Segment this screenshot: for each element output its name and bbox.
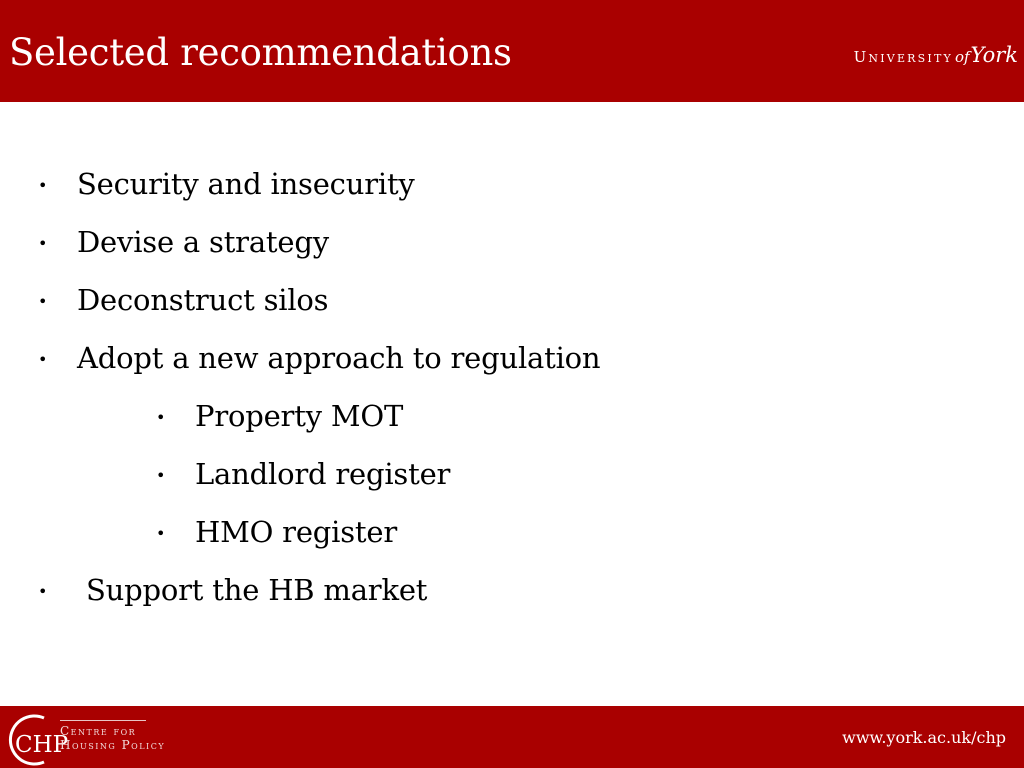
bullet-marker: •	[156, 408, 166, 427]
bullet-marker: •	[38, 582, 48, 601]
header-bar	[0, 0, 1024, 102]
bullet-text: Landlord register	[195, 457, 451, 491]
logo-university-text: University	[853, 48, 953, 66]
bullet-marker: •	[38, 350, 48, 369]
logo-of-text: of	[954, 48, 970, 66]
logo-text-line1: Centre for	[60, 724, 137, 738]
university-of-york-logo	[854, 43, 1018, 67]
chp-initials: CHP	[15, 732, 69, 758]
slide-title: Selected recommendations	[9, 31, 512, 74]
bullet-text: Adopt a new approach to regulation	[77, 341, 601, 375]
bullet-marker: •	[156, 524, 166, 543]
chp-monogram-icon	[4, 712, 69, 768]
footer-bar	[0, 706, 1024, 768]
bullet-text: Security and insecurity	[77, 167, 415, 201]
bullet-marker: •	[156, 466, 166, 485]
bullet-text: Deconstruct silos	[77, 283, 329, 317]
logo-text	[60, 724, 165, 752]
footer-url-link[interactable]: www.york.ac.uk/chp	[842, 728, 1006, 747]
bullet-marker: •	[38, 176, 48, 195]
bullet-marker: •	[38, 292, 48, 311]
bullet-text: Support the HB market	[77, 573, 428, 607]
bullet-text: Property MOT	[195, 399, 404, 433]
logo-divider	[60, 720, 146, 721]
logo-text-line2: Housing Policy	[60, 738, 166, 752]
logo-york-text: York	[970, 43, 1018, 67]
bullet-text: Devise a strategy	[77, 225, 329, 259]
bullet-text: HMO register	[195, 515, 398, 549]
bullet-marker: •	[38, 234, 48, 253]
